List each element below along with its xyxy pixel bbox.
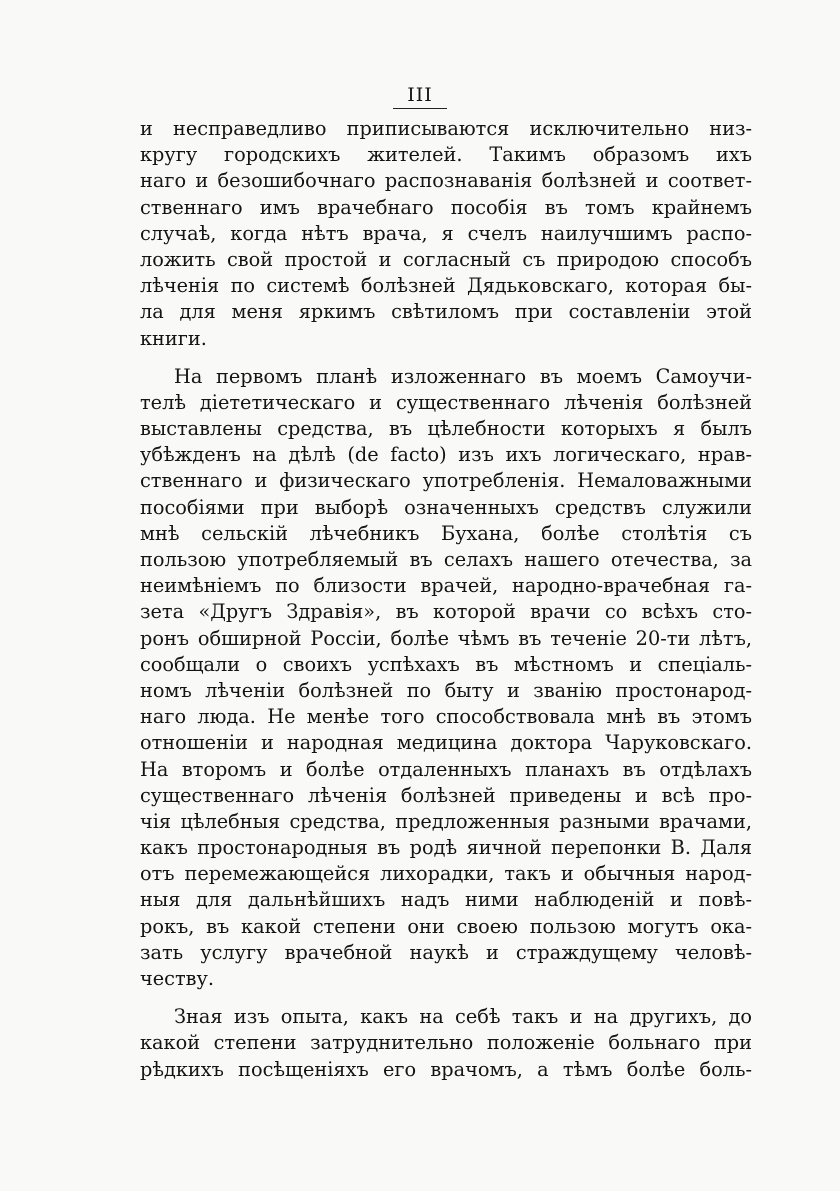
text-line: какой степени затруднительно положеніе больнаго при [140,1031,752,1055]
text-line: отъ перемежающейся лихорадки, такъ и обычныя народ- [140,862,752,886]
text-line: убѣжденъ на дѣлѣ (de facto) изъ ихъ логическаго, нрав- [140,443,752,467]
text-line: зета «Другъ Здравія», въ которой врачи со всѣхъ сто- [140,600,752,624]
text-line: ственнаго имъ врачебнаго пособія въ томъ крайнемъ [140,195,752,219]
paragraph-1 [140,116,752,352]
text-line: пользою употребляемый въ селахъ нашего отечества, за [140,548,752,571]
text-line: сообщали о своихъ успѣхахъ въ мѣстномъ и спеціаль- [140,652,752,676]
text-line: рѣдкихъ посѣщеніяхъ его врачомъ, а тѣмъ болѣе боль- [140,1057,752,1081]
text-line: наго люда. Не менѣе того способствовала мнѣ въ этомъ [140,705,752,729]
text-line: какъ простонародныя въ родѣ яичной перепонки В. Даля [140,836,752,860]
text-line: зать услугу врачебной наукѣ и страждущему человѣ- [140,940,752,964]
text-line: ныя для дальнѣйшихъ надъ ними наблюденій и повѣ- [140,888,752,912]
text-line: и несправедливо приписываются исключительно низ- [140,117,752,140]
paragraph-spacer [140,992,752,1004]
text-line: выставлены средства, въ цѣлебности которыхъ я былъ [140,417,752,441]
text-line: ла для меня яркимъ свѣтиломъ при составленіи этой [140,300,752,324]
text-line: номъ лѣченіи болѣзней по быту и званію простонарод- [140,678,752,702]
text-line: случаѣ, когда нѣтъ врача, я счелъ наилучшимъ распо- [140,221,752,245]
text-line: честву. [140,967,214,990]
paragraph-3 [140,1004,752,1083]
text-line: ронъ обширной Россіи, болѣе чѣмъ въ теченіе 20-ти лѣтъ, [140,626,752,650]
text-line: На второмъ и болѣе отдаленныхъ планахъ въ отдѣлахъ [140,757,752,781]
page-number: III [393,84,447,109]
text-line: наго и безошибочнаго распознаванія болѣзней и соответ- [140,169,752,193]
text-line: рокъ, въ какой степени они своею пользою могутъ ока- [140,914,752,938]
paragraph-2 [140,364,752,993]
text-line: телѣ діететическаго и существеннаго лѣченія болѣзней [140,390,752,414]
text-line: лѣченія по системѣ болѣзней Дядьковскаго, которая бы- [140,274,752,298]
text-line: кругу городскихъ жителей. Такимъ образомъ ихъ [140,143,752,167]
text-line: существеннаго лѣченія болѣзней приведены и всѣ про- [140,783,752,807]
text-line: На первомъ планѣ изложеннаго въ моемъ Самоучи- [174,364,752,388]
text-line: ственнаго и физическаго употребленія. Немаловажными [140,469,752,493]
text-line: отношеніи и народная медицина доктора Чаруковскаго. [140,731,752,755]
paragraph-spacer [140,352,752,364]
text-line: ложить свой простой и согласный съ природою способъ [140,247,752,271]
text-line: мнѣ сельскій лѣчебникъ Бухана, болѣе столѣтія съ [140,521,752,545]
body-text [140,116,752,1083]
text-line: чія цѣлебныя средства, предложенныя разными врачами, [140,809,752,833]
text-line: Зная изъ опыта, какъ на себѣ такъ и на другихъ, до [174,1005,752,1029]
page-header [0,84,840,109]
text-line: неимѣніемъ по близости врачей, народно-врачебная га- [140,574,752,598]
text-line: книги. [140,326,207,350]
text-line: пособіями при выборѣ означенныхъ средствъ служили [140,495,752,519]
